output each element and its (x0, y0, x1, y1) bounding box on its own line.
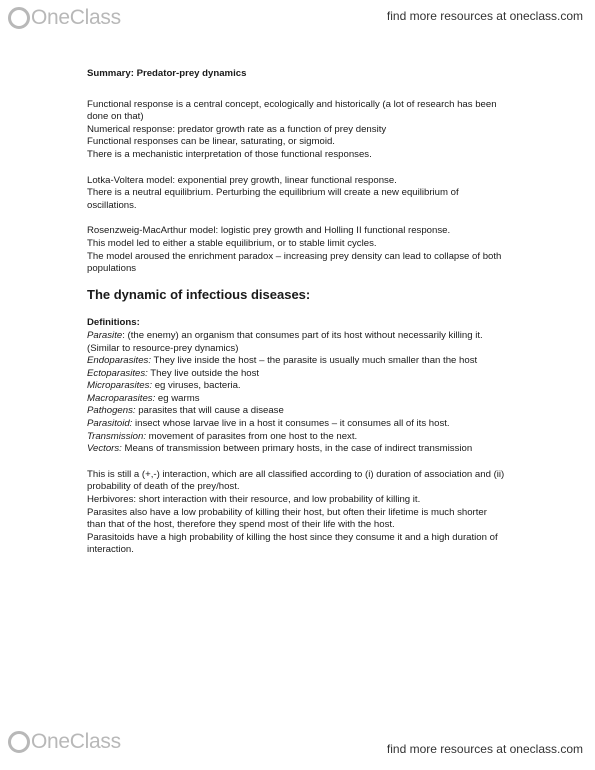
definition-text: movement of parasites from one host to the next. (146, 430, 358, 442)
definition-term: Parasite (87, 329, 123, 341)
definition-term: Transmission: (87, 430, 146, 442)
definition-item (87, 380, 507, 393)
text-line: Numerical response: predator growth rate as a function of prey density (87, 123, 387, 135)
definition-term: Pathogens: (87, 405, 136, 417)
definition-text: They live inside the host – the parasite is usually much smaller than the host (151, 355, 478, 367)
document-body (87, 68, 507, 570)
text-line: This model led to either a stable equilibrium, or to stable limit cycles. (87, 237, 377, 249)
summary-title: Summary: Predator-prey dynamics (87, 68, 247, 79)
definition-term: Vectors: (87, 443, 122, 455)
definition-item (87, 418, 507, 431)
summary-paragraph-3 (87, 225, 507, 275)
definition-text: parasites that will cause a disease (135, 405, 284, 417)
summary-paragraph-2 (87, 175, 507, 213)
header-resources-link[interactable]: find more resources at oneclass.com (386, 9, 583, 23)
definition-term: Endoparasites: (87, 355, 151, 367)
definition-item (87, 368, 507, 381)
oneclass-o-icon (8, 7, 30, 29)
definitions-list (87, 317, 507, 456)
footer-resources-link[interactable]: find more resources at oneclass.com (386, 742, 583, 756)
definition-item (87, 393, 507, 406)
definition-text: : (the enemy) an organism that consumes part of its host without necessarily killing it. (Similar to resource-prey dynamics) (87, 329, 483, 354)
text-line: Herbivores: short interaction with their resource, and low probability of killing it. (87, 494, 421, 506)
logo-text: OneClass (31, 730, 121, 753)
text-line: This is still a (+,-) interaction, which are all classified according to (i) duration of association and (ii) probability of death of the prey/host. (87, 468, 505, 493)
text-line: There is a mechanistic interpretation of those functional responses. (87, 148, 372, 160)
definition-text: They live outside the host (147, 367, 260, 379)
definition-item (87, 405, 507, 418)
definition-item (87, 443, 507, 456)
oneclass-logo-bottom (8, 730, 121, 754)
definition-term: Ectoparasites: (87, 367, 148, 379)
oneclass-logo-top (8, 6, 121, 30)
oneclass-o-icon (8, 731, 30, 753)
definition-term: Microparasites: (87, 380, 153, 392)
text-line: Parasites also have a low probability of killing their host, but often their lifetime is much shorter than that of the host, therefore they spend most of their life with the host. (87, 506, 487, 531)
definition-text: insect whose larvae live in a host it consumes – it consumes all of its host. (132, 418, 450, 430)
definition-term: Parasitoid: (87, 418, 133, 430)
summary-paragraph-1 (87, 99, 507, 162)
text-line: Lotka-Voltera model: exponential prey growth, linear functional response. (87, 174, 397, 186)
closing-paragraph (87, 469, 507, 557)
definition-item (87, 355, 507, 368)
definition-term: Macroparasites: (87, 392, 156, 404)
section-title: The dynamic of infectious diseases: (87, 286, 311, 302)
text-line: Parasitoids have a high probability of killing the host since they consume it and a high duration of interaction. (87, 531, 498, 556)
definition-text: eg warms (155, 392, 200, 404)
text-line: The model aroused the enrichment paradox – increasing prey density can lead to collapse of both populations (87, 250, 502, 275)
text-line: Functional response is a central concept, ecologically and historically (a lot of research has been done on that) (87, 98, 497, 123)
definitions-title: Definitions: (87, 317, 140, 329)
definition-item (87, 431, 507, 444)
definition-text: Means of transmission between primary hosts, in the case of indirect transmission (121, 443, 473, 455)
text-line: There is a neutral equilibrium. Perturbing the equilibrium will create a new equilibrium of oscillations. (87, 187, 459, 211)
definition-item (87, 330, 507, 355)
text-line: Functional responses can be linear, saturating, or sigmoid. (87, 136, 335, 148)
text-line: Rosenzweig-MacArthur model: logistic prey growth and Holling II functional response. (87, 225, 451, 237)
logo-text: OneClass (31, 6, 121, 29)
definition-text: eg viruses, bacteria. (152, 380, 241, 392)
